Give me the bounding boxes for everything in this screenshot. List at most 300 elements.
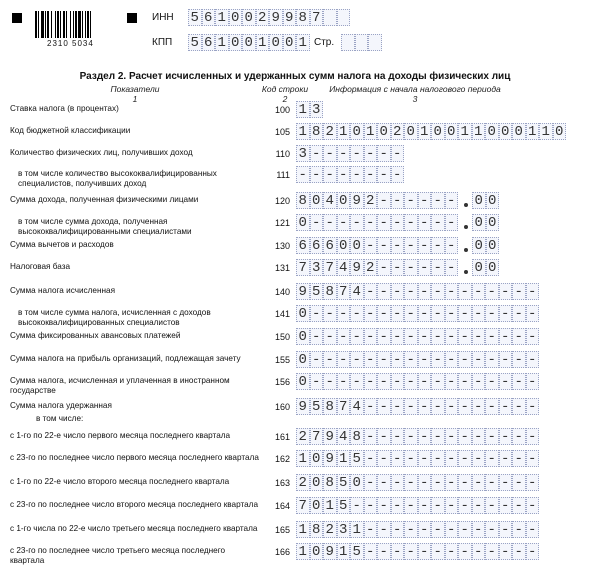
value-cell: - [418, 237, 432, 254]
value-cell: - [337, 351, 351, 368]
inn-cell: 1 [215, 9, 229, 26]
value-cell: 1 [350, 521, 364, 538]
row-code: 105 [274, 127, 290, 137]
row-label: Количество физических лиц, получивших доход [10, 148, 193, 157]
value-cell: - [404, 192, 418, 209]
value-cell: 1 [526, 123, 540, 140]
value-cell: - [391, 328, 405, 345]
inn-cell: 2 [256, 9, 270, 26]
row-value-field[interactable] [296, 474, 539, 491]
value-cell: - [323, 214, 337, 231]
row-value-field[interactable] [296, 497, 539, 514]
row-code: 166 [274, 547, 290, 557]
value-cell: - [377, 450, 391, 467]
value-cell: - [499, 351, 513, 368]
value-cell: - [391, 450, 405, 467]
value-cell: - [391, 283, 405, 300]
row-value-field[interactable] [296, 328, 539, 345]
value-cell: - [350, 166, 364, 183]
value-cell: 1 [337, 543, 351, 560]
row-label: Сумма налога, исчисленная и уплаченная в иностранном государстве [10, 376, 230, 395]
value-cell: 4 [350, 398, 364, 415]
value-cell: - [458, 521, 472, 538]
value-cell: - [377, 259, 391, 276]
value-cell: 0 [404, 123, 418, 140]
value-cell: - [404, 351, 418, 368]
value-cell: 1 [337, 123, 351, 140]
value-cell: - [364, 398, 378, 415]
value-cell: - [337, 305, 351, 322]
value-cell: - [391, 145, 405, 162]
value-cell: - [350, 328, 364, 345]
value-cell: 9 [350, 259, 364, 276]
value-cell: 9 [296, 398, 310, 415]
value-cell: 1 [337, 450, 351, 467]
row-label: с 1-го по 22-е число первого месяца последнего квартала [10, 431, 231, 440]
value-cell: 1 [296, 450, 310, 467]
value-cell: 0 [553, 123, 567, 140]
value-cell: - [499, 450, 513, 467]
row-value-field[interactable] [296, 214, 458, 231]
row-value-field[interactable] [296, 101, 323, 118]
value-cell: - [404, 521, 418, 538]
value-cell: - [512, 305, 526, 322]
value-cell: - [431, 283, 445, 300]
kpp-cell: 1 [215, 34, 229, 51]
value-cell: - [391, 214, 405, 231]
value-cell: - [377, 497, 391, 514]
column-heading-info: Информация с начала налогового периода 3 [329, 84, 501, 104]
value-cell: - [445, 373, 459, 390]
value-cell: - [472, 497, 486, 514]
value-cell: 4 [350, 283, 364, 300]
value-cell: - [485, 474, 499, 491]
value-cell: - [350, 214, 364, 231]
value-cell: 0 [350, 474, 364, 491]
row-value-field[interactable] [296, 145, 404, 162]
inn-cell: 0 [229, 9, 243, 26]
value-cell: - [350, 497, 364, 514]
value-cell: 8 [323, 398, 337, 415]
value-cell: - [499, 497, 513, 514]
value-cell: - [391, 166, 405, 183]
value-cell: - [391, 398, 405, 415]
value-cell: 2 [323, 123, 337, 140]
value-cell: - [391, 192, 405, 209]
row-label: Код бюджетной классификации [10, 126, 131, 135]
value-cell: - [445, 237, 459, 254]
value-cell: - [337, 145, 351, 162]
value-cell: 0 [296, 351, 310, 368]
value-cell: - [472, 283, 486, 300]
value-cell: - [485, 305, 499, 322]
value-cell: - [445, 259, 459, 276]
row-label: Сумма налога на прибыль организаций, подлежащая зачету [10, 354, 241, 363]
value-cell: 3 [310, 101, 324, 118]
value-cell: - [404, 428, 418, 445]
row-label: Сумма налога удержанная [10, 401, 112, 410]
value-cell: - [377, 192, 391, 209]
value-cell: 4 [337, 259, 351, 276]
value-cell: - [418, 373, 432, 390]
value-cell: - [377, 398, 391, 415]
inn-cell: 6 [202, 9, 216, 26]
row-value-field[interactable] [296, 283, 539, 300]
value-cell: 0 [296, 305, 310, 322]
value-cell: - [458, 328, 472, 345]
value-cell: - [499, 398, 513, 415]
value-cell: 1 [296, 101, 310, 118]
value-cell: - [364, 214, 378, 231]
value-cell: - [445, 398, 459, 415]
value-cell: - [458, 283, 472, 300]
value-cell: - [499, 474, 513, 491]
value-cell: - [418, 474, 432, 491]
value-cell: - [404, 237, 418, 254]
row-code: 140 [274, 287, 290, 297]
row-code: 156 [274, 377, 290, 387]
value-cell: 8 [310, 521, 324, 538]
value-cell: - [458, 305, 472, 322]
value-cell: - [337, 373, 351, 390]
value-cell: - [431, 398, 445, 415]
value-cell: - [364, 450, 378, 467]
row-value-field[interactable] [296, 373, 539, 390]
value-cell: - [458, 497, 472, 514]
row-label: в том числе сумма дохода, полученная высококвалифицированными специалистами [18, 217, 192, 236]
row-label: с 23-го по последнее число первого месяца последнего квартала [10, 453, 259, 462]
value-cell: 7 [337, 283, 351, 300]
value-cell: - [418, 214, 432, 231]
kpp-label: КПП [152, 37, 173, 48]
value-cell: - [431, 521, 445, 538]
value-cell: - [472, 351, 486, 368]
value-cell: - [391, 497, 405, 514]
row-label: с 23-го по последнее число второго месяца последнего квартала [10, 500, 259, 509]
value-cell: 1 [296, 123, 310, 140]
value-cell: - [404, 398, 418, 415]
value-cell: - [431, 450, 445, 467]
row-label: Сумма фиксированных авансовых платежей [10, 331, 181, 340]
value-cell: 0 [296, 373, 310, 390]
row-value-field[interactable] [296, 305, 539, 322]
value-cell: - [512, 398, 526, 415]
value-cell: 3 [296, 145, 310, 162]
value-cell: - [431, 543, 445, 560]
value-cell: 7 [337, 398, 351, 415]
value-cell: - [323, 328, 337, 345]
value-cell: 1 [539, 123, 553, 140]
value-cell: - [377, 373, 391, 390]
row-value-field[interactable] [296, 428, 539, 445]
value-cell: - [323, 145, 337, 162]
decimal-separator [464, 270, 468, 274]
row-code: 111 [276, 170, 290, 180]
value-cell: - [445, 521, 459, 538]
cents-cell: 0 [486, 259, 500, 276]
value-cell: - [526, 305, 540, 322]
value-cell: - [526, 521, 540, 538]
row-cents-field[interactable] [472, 237, 499, 254]
row-value-field[interactable] [296, 259, 458, 276]
value-cell: - [526, 398, 540, 415]
row-cents-field[interactable] [472, 214, 499, 231]
kpp-cell: 1 [296, 34, 310, 51]
value-cell: - [377, 145, 391, 162]
value-cell: - [323, 351, 337, 368]
value-cell: - [472, 428, 486, 445]
value-cell: - [458, 543, 472, 560]
value-cell: - [418, 543, 432, 560]
row-code: 110 [275, 149, 290, 159]
value-cell: - [512, 373, 526, 390]
value-cell: - [391, 428, 405, 445]
value-cell: - [512, 474, 526, 491]
value-cell: - [377, 351, 391, 368]
column-heading-code: Код строки 2 [261, 84, 309, 104]
value-cell: 6 [323, 237, 337, 254]
value-cell: - [485, 497, 499, 514]
value-cell: - [526, 351, 540, 368]
row-cents-field[interactable] [472, 259, 499, 276]
value-cell: - [391, 259, 405, 276]
row-value-field[interactable] [296, 237, 458, 254]
value-cell: - [364, 521, 378, 538]
value-cell: - [512, 497, 526, 514]
value-cell: - [499, 428, 513, 445]
value-cell: - [350, 373, 364, 390]
value-cell: - [472, 373, 486, 390]
value-cell: - [499, 543, 513, 560]
row-value-field[interactable] [296, 398, 539, 415]
value-cell: - [377, 521, 391, 538]
value-cell: - [377, 328, 391, 345]
value-cell: - [404, 214, 418, 231]
value-cell: - [485, 543, 499, 560]
value-cell: - [404, 543, 418, 560]
value-cell: - [404, 497, 418, 514]
value-cell: 1 [418, 123, 432, 140]
value-cell: 7 [296, 497, 310, 514]
value-cell: - [431, 428, 445, 445]
value-cell: - [391, 351, 405, 368]
kpp-cell: 6 [202, 34, 216, 51]
value-cell: - [310, 373, 324, 390]
value-cell: - [526, 328, 540, 345]
value-cell: - [458, 450, 472, 467]
value-cell: - [337, 328, 351, 345]
value-cell: - [364, 166, 378, 183]
value-cell: - [377, 543, 391, 560]
value-cell: - [526, 474, 540, 491]
value-cell: 0 [310, 497, 324, 514]
value-cell: - [418, 450, 432, 467]
value-cell: - [445, 428, 459, 445]
value-cell: - [418, 521, 432, 538]
value-cell: - [431, 259, 445, 276]
row-label: Налоговая база [10, 262, 71, 271]
cents-cell: 0 [472, 214, 486, 231]
value-cell: - [499, 373, 513, 390]
value-cell: - [431, 351, 445, 368]
value-cell: - [485, 283, 499, 300]
value-cell: 0 [337, 237, 351, 254]
value-cell: - [485, 428, 499, 445]
row-label: Сумма вычетов и расходов [10, 240, 114, 249]
value-cell: - [391, 543, 405, 560]
barcode-number: 2310 5034 [47, 39, 94, 48]
value-cell: - [391, 373, 405, 390]
value-cell: 1 [458, 123, 472, 140]
row-label: с 1-го по 22-е число второго месяца последнего квартала [10, 477, 230, 486]
row-label: в том числе сумма налога, исчисленная с доходов высококвалифицированных специалистов [18, 308, 211, 327]
row-value-field[interactable] [296, 351, 539, 368]
value-cell: - [377, 166, 391, 183]
inn-cell: 0 [242, 9, 256, 26]
value-cell: 5 [350, 450, 364, 467]
value-cell: - [377, 428, 391, 445]
value-cell: 2 [364, 192, 378, 209]
value-cell: - [445, 497, 459, 514]
value-cell: - [377, 305, 391, 322]
value-cell: 8 [323, 283, 337, 300]
section-title: Раздел 2. Расчет исчисленных и удержанных сумм налога на доходы физических лиц [79, 71, 511, 82]
page-cell [355, 34, 369, 51]
value-cell: - [364, 351, 378, 368]
barcode [35, 11, 125, 38]
value-cell: - [445, 474, 459, 491]
row-code: 164 [274, 501, 290, 511]
value-cell: - [445, 351, 459, 368]
value-cell: - [472, 521, 486, 538]
value-cell: 5 [350, 543, 364, 560]
row-code: 131 [274, 263, 290, 273]
value-cell: - [418, 351, 432, 368]
value-cell: - [364, 328, 378, 345]
value-cell: 5 [337, 497, 351, 514]
value-cell: 0 [377, 123, 391, 140]
row-value-field[interactable] [296, 450, 539, 467]
value-cell: 4 [323, 192, 337, 209]
kpp-field[interactable] [188, 34, 310, 51]
value-cell: 2 [364, 259, 378, 276]
value-cell: - [364, 145, 378, 162]
value-cell: 9 [350, 192, 364, 209]
value-cell: - [364, 237, 378, 254]
page-label: Стр. [314, 37, 335, 48]
value-cell: - [337, 214, 351, 231]
value-cell: 3 [310, 259, 324, 276]
row-label: Сумма налога исчисленная [10, 286, 116, 295]
inn-cell: 8 [296, 9, 310, 26]
kpp-cell: 0 [229, 34, 243, 51]
value-cell: - [337, 166, 351, 183]
cents-cell: 0 [486, 214, 500, 231]
row-code: 121 [274, 218, 290, 228]
inn-cell: 9 [269, 9, 283, 26]
value-cell: - [485, 351, 499, 368]
row-sublabel: в том числе: [36, 414, 84, 423]
row-code: 150 [274, 332, 290, 342]
value-cell: 0 [310, 450, 324, 467]
value-cell: 5 [310, 398, 324, 415]
value-cell: - [377, 283, 391, 300]
value-cell: - [499, 283, 513, 300]
value-cell: - [391, 237, 405, 254]
value-cell: 8 [323, 474, 337, 491]
value-cell: - [512, 351, 526, 368]
cents-cell: 0 [472, 237, 486, 254]
inn-field[interactable] [188, 9, 350, 26]
value-cell: - [445, 214, 459, 231]
cents-cell: 0 [472, 192, 486, 209]
row-value-field[interactable] [296, 192, 458, 209]
value-cell: - [364, 474, 378, 491]
value-cell: - [404, 259, 418, 276]
value-cell: - [485, 328, 499, 345]
value-cell: 3 [337, 521, 351, 538]
cents-cell: 0 [486, 192, 500, 209]
row-value-field[interactable] [296, 123, 566, 140]
row-code: 161 [274, 432, 290, 442]
value-cell: 0 [296, 328, 310, 345]
value-cell: - [391, 521, 405, 538]
value-cell: 2 [323, 521, 337, 538]
value-cell: - [472, 450, 486, 467]
row-label: с 23-го по последнее число третьего месяца последнего квартала [10, 546, 226, 565]
value-cell: - [418, 192, 432, 209]
row-label: с 1-го числа по 22-е число третьего месяца последнего квартала [10, 524, 258, 533]
value-cell: - [418, 428, 432, 445]
page-cell [368, 34, 382, 51]
value-cell: - [445, 305, 459, 322]
value-cell: - [418, 283, 432, 300]
row-value-field[interactable] [296, 543, 539, 560]
row-cents-field[interactable] [472, 192, 499, 209]
inn-cell: 9 [283, 9, 297, 26]
value-cell: 0 [485, 123, 499, 140]
value-cell: - [472, 474, 486, 491]
value-cell: 1 [323, 497, 337, 514]
row-code: 165 [274, 525, 290, 535]
column-heading-indicators: Показатели 1 [110, 84, 160, 104]
row-label: Ставка налога (в процентах) [10, 104, 119, 113]
value-cell: 9 [323, 428, 337, 445]
page-field[interactable] [341, 34, 382, 51]
value-cell: - [499, 305, 513, 322]
value-cell: - [472, 398, 486, 415]
value-cell: 5 [310, 283, 324, 300]
value-cell: - [404, 283, 418, 300]
value-cell: - [431, 373, 445, 390]
value-cell: 0 [337, 192, 351, 209]
value-cell: 5 [337, 474, 351, 491]
row-value-field[interactable] [296, 166, 404, 183]
value-cell: 0 [445, 123, 459, 140]
value-cell: 1 [364, 123, 378, 140]
row-code: 155 [274, 355, 290, 365]
inn-cell: 5 [188, 9, 202, 26]
row-label: Сумма дохода, полученная физическими лицами [10, 195, 199, 204]
value-cell: - [485, 450, 499, 467]
value-cell: - [431, 305, 445, 322]
value-cell: 2 [296, 428, 310, 445]
value-cell: 0 [310, 474, 324, 491]
row-value-field[interactable] [296, 521, 539, 538]
value-cell: - [512, 543, 526, 560]
value-cell: - [310, 351, 324, 368]
decimal-separator [464, 225, 468, 229]
